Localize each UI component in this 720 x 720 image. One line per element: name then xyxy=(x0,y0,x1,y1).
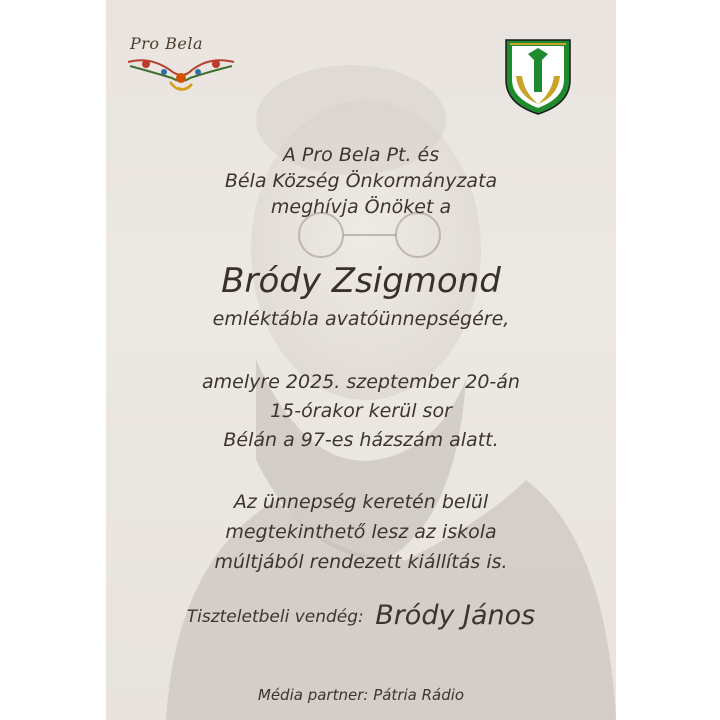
program-line: múltjából rendezett kiállítás is. xyxy=(214,551,508,573)
invitation-line: Béla Község Önkormányzata xyxy=(224,170,498,192)
when-line: Bélán a 97-es házszám alatt. xyxy=(223,429,499,451)
village-coat-of-arms-icon xyxy=(502,36,574,116)
ornament-icon xyxy=(120,26,242,106)
occasion-text: emléktábla avatóünnepségére, xyxy=(212,308,510,330)
event-date-location xyxy=(106,368,616,455)
when-line: amelyre 2025. szeptember 20-án xyxy=(202,371,520,393)
pro-bela-logo xyxy=(120,26,242,106)
guest-label: Tiszteletbeli vendég: xyxy=(186,607,364,627)
when-line: 15-órakor kerül sor xyxy=(270,400,452,422)
invitation-poster xyxy=(106,0,616,720)
honoree-name: Bródy Zsigmond xyxy=(221,261,501,301)
media-partner: Média partner: Pátria Rádio xyxy=(257,686,465,704)
pro-bela-logo-text: Pro Bela xyxy=(130,34,204,53)
program-line: megtekinthető lesz az iskola xyxy=(225,521,497,543)
invitation-lines xyxy=(106,142,616,220)
invitation-line: A Pro Bela Pt. és xyxy=(282,144,440,166)
program-line: Az ünnepség keretén belül xyxy=(233,491,489,513)
guest-of-honor xyxy=(106,598,616,635)
program-description xyxy=(106,487,616,577)
invitation-line: meghívja Önöket a xyxy=(270,196,452,218)
guest-name: Bródy János xyxy=(375,600,536,631)
